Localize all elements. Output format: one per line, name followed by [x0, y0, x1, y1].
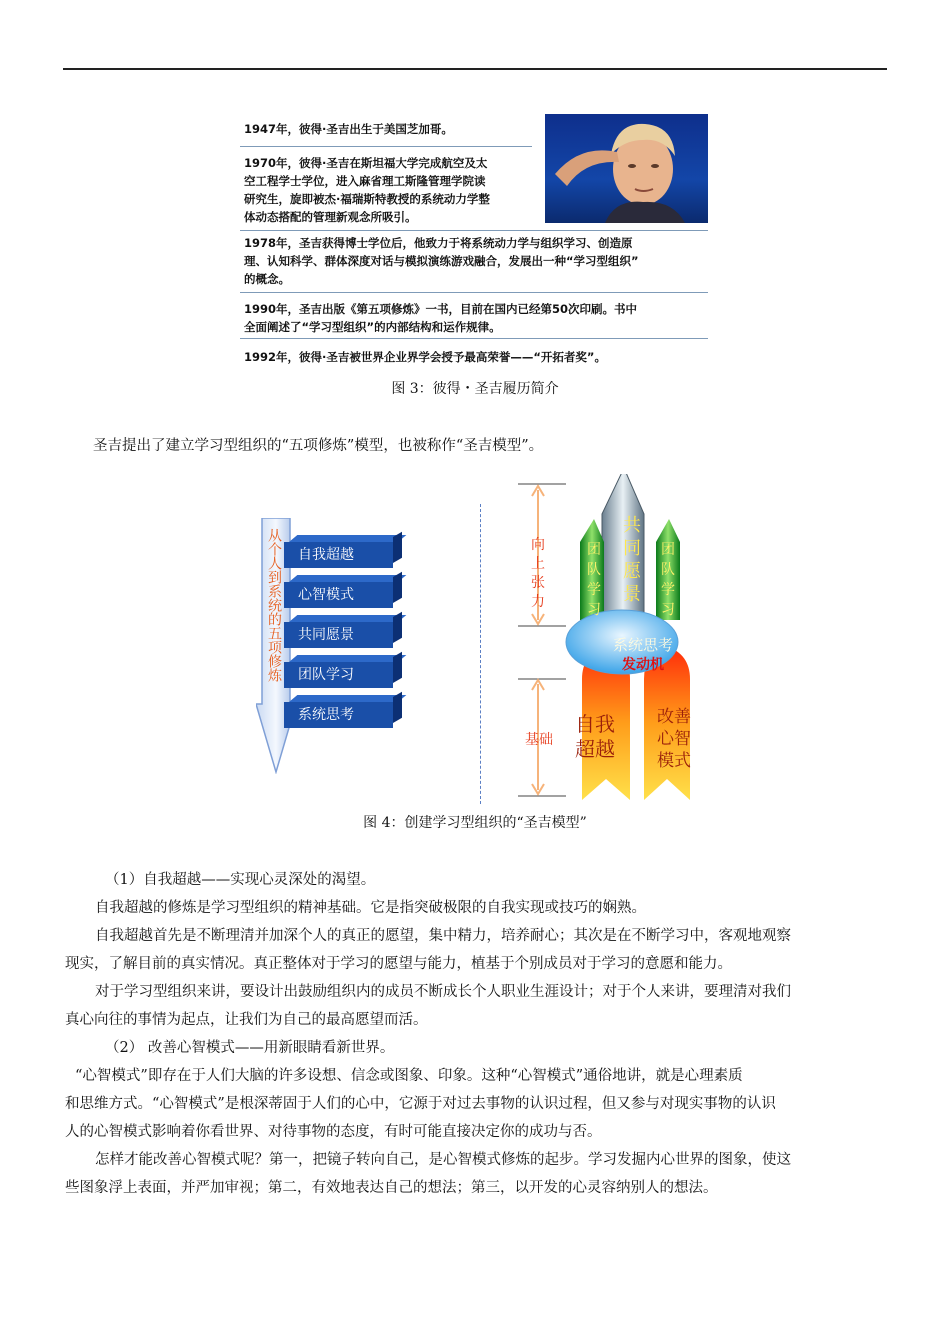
- heading-mental-models: （2） 改善心智模式——用新眼睛看新世界。: [105, 1040, 395, 1056]
- senge-model-figure: [240, 474, 710, 804]
- step-label: 自我超越: [298, 547, 354, 563]
- bio-entry-1978: [244, 234, 639, 288]
- team-learning-right-label: 团队学习: [661, 542, 675, 618]
- bio-line: 1992年，彼得·圣吉被世界企业界学会授予最高荣誉——“开拓者奖”。: [244, 350, 606, 364]
- up-tension-label: 向上张力: [531, 537, 545, 610]
- body-text: 怎样才能改善心智模式呢？第一，把镜子转向自己，是心智模式修炼的起步。学习发掘内心世界的图象，使这: [95, 1152, 791, 1168]
- body-text: 自我超越首先是不断理清并加深个人的真正的愿望，集中精力，培养耐心；其次是在不断学习中，客观地观察: [95, 928, 791, 944]
- bio-line: 全面阐述了“学习型组织”的内部结构和运作规律。: [244, 320, 501, 334]
- team-learning-left-label: 团队学习: [587, 542, 601, 618]
- bio-line: 研究生，旋即被杰·福瑞斯特教授的系统动力学整: [244, 192, 490, 206]
- mental-models-label: 改善心智模式: [657, 707, 691, 771]
- step-box: [284, 662, 393, 688]
- bio-line: 1978年，圣吉获得博士学位后，他致力于将系统动力学与组织学习、创造原: [244, 236, 633, 250]
- body-text: 些图象浮上表面，并严加审视；第二，有效地表达自己的想法；第三，以开发的心灵容纳别人的想法。: [65, 1180, 718, 1196]
- step-label: 团队学习: [298, 667, 354, 683]
- peter-senge-photo: [545, 114, 708, 223]
- self-mastery-label: 自我超越: [575, 712, 615, 761]
- shared-vision-label: 共同愿景: [623, 515, 641, 605]
- bio-entry-1990: [244, 300, 637, 336]
- five-disciplines-vertical-label: 从个人到系统的五项修炼: [266, 528, 282, 682]
- figure4-caption: 图 4：创建学习型组织的“圣吉模型”: [363, 815, 587, 831]
- bio-line: 1990年，圣吉出版《第五项修炼》一书，目前在国内已经第50次印刷。书中: [244, 302, 638, 316]
- step-box: [284, 622, 393, 648]
- step-label: 共同愿景: [298, 627, 354, 643]
- bio-line: 体动态搭配的管理新观念所吸引。: [244, 210, 417, 224]
- bio-line: 1947年，彼得·圣吉出生于美国芝加哥。: [244, 122, 453, 136]
- body-text: 自我超越的修炼是学习型组织的精神基础。它是指突破极限的自我实现或技巧的娴熟。: [95, 900, 646, 916]
- engine-label: 发动机: [622, 657, 664, 673]
- step-box: [284, 702, 393, 728]
- step-label: 系统思考: [298, 707, 354, 723]
- header-rule: [63, 68, 887, 70]
- separator: [240, 230, 708, 231]
- step-box: [284, 582, 393, 608]
- systems-thinking-label: 系统思考: [612, 636, 673, 654]
- step-label: 心智模式: [298, 587, 354, 603]
- body-text: “心智模式”即存在于人们大脑的许多设想、信念或图象、印象。这种“心智模式”通俗地讲，就是心理素质: [75, 1068, 743, 1084]
- figure3-caption: 图 3：彼得・圣吉履历简介: [391, 381, 559, 397]
- body-text: 现实，了解目前的真实情况。真正整体对于学习的愿望与能力，植基于个别成员对于学习的意愿和能力。: [65, 956, 732, 972]
- foundation-label: 基础: [525, 732, 553, 748]
- body-text: 和思维方式。“心智模式”是根深蒂固于人们的心中，它源于对过去事物的认识过程，但又参与对现实事物的认识: [65, 1096, 776, 1112]
- bio-entry-1992: [244, 348, 606, 366]
- bio-entry-1947: [244, 120, 453, 138]
- separator: [240, 146, 532, 147]
- bio-entry-1970: [244, 154, 490, 226]
- divider: [480, 504, 481, 804]
- bio-line: 空工程学士学位，进入麻省理工斯隆管理学院读: [244, 174, 486, 188]
- separator: [240, 338, 708, 339]
- bio-line: 理、认知科学、群体深度对话与模拟演练游戏融合，发展出一种“学习型组织”: [244, 254, 639, 268]
- heading-self-mastery: （1）自我超越——实现心灵深处的渴望。: [105, 872, 376, 888]
- body-text: 人的心智模式影响着你看世界、对待事物的态度，有时可能直接决定你的成功与否。: [65, 1124, 602, 1140]
- step-box: [284, 542, 393, 568]
- body-text: 对于学习型组织来讲，要设计出鼓励组织内的成员不断成长个人职业生涯设计；对于个人来讲，要理清对我们: [95, 984, 791, 1000]
- bio-line: 的概念。: [244, 272, 290, 286]
- separator: [240, 292, 708, 293]
- bio-line: 1970年，彼得·圣吉在斯坦福大学完成航空及太: [244, 156, 488, 170]
- biography-box: [240, 112, 708, 370]
- body-text: 真心向往的事情为起点，让我们为自己的最高愿望而活。: [65, 1012, 428, 1028]
- intro-paragraph: 圣吉提出了建立学习型组织的“五项修炼”模型，也被称作“圣吉模型”。: [93, 438, 544, 454]
